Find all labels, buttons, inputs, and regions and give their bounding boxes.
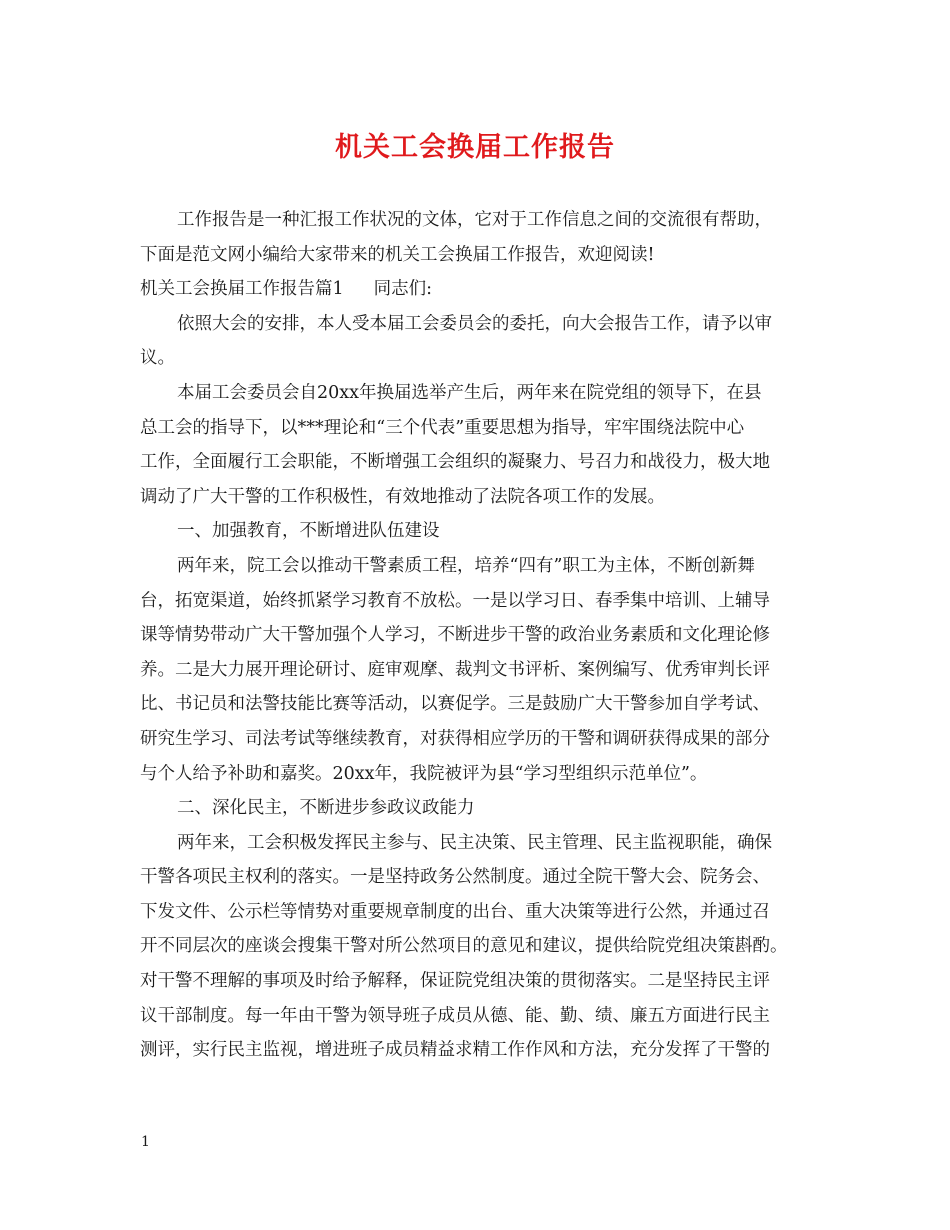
text-line [140, 514, 840, 549]
text-line [140, 1033, 840, 1068]
document-title: 机关工会换届工作报告 [335, 132, 615, 163]
text-line [140, 757, 840, 792]
text-line-content: 两年来，院工会以推动干警素质工程，培养“四有”职工为主体，不断创新舞 [177, 555, 755, 576]
document-body [140, 203, 840, 1068]
text-line-content: 对干警不理解的事项及时给予解释，保证院党组决策的贯彻落实。二是坚持民主评 [140, 971, 770, 992]
text-line [140, 722, 840, 757]
text-line-content: 议干部制度。每一年由干警为领导班子成员从德、能、勤、绩、廉五方面进行民主 [140, 1005, 770, 1026]
text-line-content: 下发文件、公示栏等情势对重要规章制度的出台、重大决策等进行公然，并通过召 [140, 901, 770, 922]
text-line [140, 272, 840, 307]
text-line-content: 本届工会委员会自20xx年换届选举产生后，两年来在院党组的领导下，在县 [177, 382, 762, 403]
text-line-content: 课等情势带动广大干警加强个人学习，不断进步干警的政治业务素质和文化理论修 [140, 625, 770, 646]
text-line [140, 860, 840, 895]
text-line-content: 议。 [140, 348, 175, 369]
text-line-content: 二、深化民主，不断进步参政议政能力 [177, 798, 475, 819]
text-line [140, 238, 840, 273]
page-number: 1 [141, 1134, 150, 1150]
text-line [140, 964, 840, 999]
text-line [140, 549, 840, 584]
text-line [140, 203, 840, 238]
text-line [140, 653, 840, 688]
text-line [140, 826, 840, 861]
text-line-content: 研究生学习、司法考试等继续教育，对获得相应学历的干警和调研获得成果的部分 [140, 728, 770, 749]
text-line-content: 干警各项民主权利的落实。一是坚持政务公然制度。通过全院干警大会、院务会、 [140, 867, 770, 888]
text-line-content: 养。二是大力展开理论研讨、庭审观摩、裁判文书评析、案例编写、优秀审判长评 [140, 659, 770, 680]
text-line-content: 两年来，工会积极发挥民主参与、民主决策、民主管理、民主监视职能，确保 [177, 832, 772, 853]
text-line [140, 791, 840, 826]
text-line [140, 376, 840, 411]
text-line [140, 411, 840, 446]
text-line-content: 工作，全面履行工会职能，不断增强工会组织的凝聚力、号召力和战役力，极大地 [140, 452, 770, 473]
text-line [140, 895, 840, 930]
text-line-content: 总工会的指导下，以***理论和“三个代表”重要思想为指导，牢牢围绕法院中心 [140, 417, 745, 438]
text-line-content: 依照大会的安排，本人受本届工会委员会的委托，向大会报告工作，请予以审 [177, 313, 772, 334]
text-line [140, 929, 840, 964]
text-line [140, 999, 840, 1034]
salutation: 同志们: [373, 279, 433, 300]
text-line-content: 机关工会换届工作报告篇1 [140, 279, 344, 300]
text-line-content: 一、加强教育，不断增进队伍建设 [177, 521, 440, 542]
text-line [140, 445, 840, 480]
text-line-content: 开不同层次的座谈会搜集干警对所公然项目的意见和建议，提供给院党组决策斟酌。 [140, 936, 788, 957]
text-line-content: 下面是范文网小编给大家带来的机关工会换届工作报告，欢迎阅读! [140, 244, 655, 265]
text-line-content: 测评，实行民主监视，增进班子成员精益求精工作作风和方法，充分发挥了干警的 [140, 1040, 770, 1061]
text-line [140, 618, 840, 653]
text-line-content: 调动了广大干警的工作积极性，有效地推动了法院各项工作的发展。 [140, 486, 665, 507]
text-line [140, 307, 840, 342]
text-line [140, 687, 840, 722]
text-line-content: 比、书记员和法警技能比赛等活动，以赛促学。三是鼓励广大干警参加自学考试、 [140, 694, 770, 715]
text-line [140, 480, 840, 515]
text-line [140, 341, 840, 376]
text-line [140, 584, 840, 619]
text-line-content: 与个人给予补助和嘉奖。20xx年，我院被评为县“学习型组织示范单位”。 [140, 763, 708, 784]
text-line-content: 台，拓宽渠道，始终抓紧学习教育不放松。一是以学习日、春季集中培训、上辅导 [140, 590, 770, 611]
text-line-content: 工作报告是一种汇报工作状况的文体，它对于工作信息之间的交流很有帮助， [177, 210, 772, 230]
